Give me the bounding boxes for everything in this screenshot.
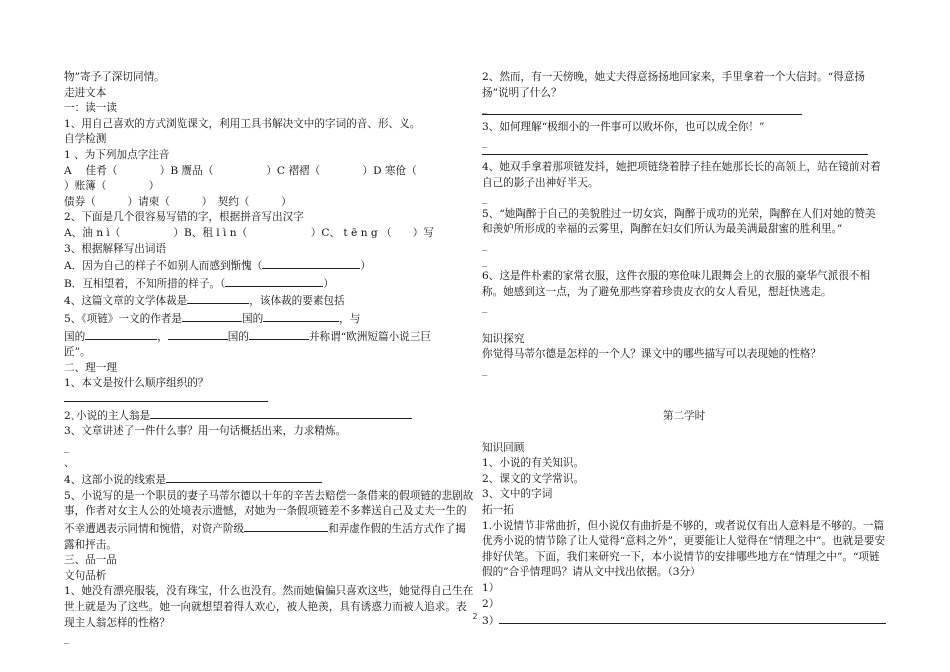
answer-mark: _: [482, 102, 488, 115]
text-line: 1、用自己喜欢的方式浏览课文，利用工具书解决文中的字词的音、形、义。: [64, 117, 421, 130]
question-text: 国的: [241, 312, 264, 325]
answer-line[interactable]: [482, 105, 802, 115]
spacer: [482, 425, 886, 441]
question-line: [64, 310, 474, 328]
section-heading: 二、理一理: [64, 361, 117, 374]
question-line: [64, 407, 474, 425]
question-line: ）账簿（ ）: [64, 180, 160, 193]
paragraph: 6、这是件朴素的家常衣服，这件衣服的寒伧味儿跟舞会上的衣服的豪华气派很不相称。她感到这一点，为了避免那些穿着珍贵皮衣的女人看见，想赶快逃走。: [482, 270, 871, 298]
list-item: 2、课文的文学常识。: [482, 472, 585, 485]
question-line: 3、文章讲述了一件什么事？用一句话概括出来，力求精炼。: [64, 425, 347, 438]
question-line: [64, 471, 474, 489]
question-line: 你觉得马蒂尔德是怎样的一个人？课文中的哪些描写可以表现她的性格？: [482, 348, 821, 361]
lesson-title: 第二学时: [662, 410, 706, 423]
question-text: ，该体裁的要素包括: [249, 295, 345, 308]
answer-blank[interactable]: [225, 275, 323, 287]
question-text: 4、这篇文章的文学体裁是: [64, 295, 188, 308]
answer-number: 3）: [482, 615, 500, 628]
question-line: [64, 275, 474, 293]
section-heading: 自学检测: [64, 133, 107, 146]
question-line: [64, 328, 474, 346]
answer-mark: 、: [64, 456, 75, 469]
answer-mark: _: [482, 238, 488, 251]
paragraph: 1、她没有漂亮服装，没有珠宝，什么也没有。然而她偏偏只喜欢这些，她觉得自己生在世上就是为了这些。她一向就想望着得人欢心，被人艳羡，具有诱惑力而被人追求。表现主人翁怎样的性格？: [64, 585, 474, 629]
question-text: 国的: [64, 330, 86, 343]
question-text: 4、这部小说的线索是: [64, 474, 167, 487]
answer-blank[interactable]: [150, 407, 412, 419]
question-text: B．互相望着，不知所措的样子。（: [64, 277, 226, 290]
answer-blank[interactable]: [187, 292, 249, 304]
answer-mark: _: [482, 192, 488, 205]
answer-line[interactable]: [482, 145, 868, 155]
answer-blank[interactable]: [262, 257, 360, 269]
answer-mark: _: [482, 301, 488, 314]
answer-mark: _: [64, 441, 70, 454]
question-text: ，与: [339, 312, 361, 325]
question-text: ）: [323, 277, 334, 290]
section-heading: 一：读一读: [64, 102, 117, 115]
answer-mark: _: [482, 136, 488, 149]
answer-blank[interactable]: [182, 310, 242, 322]
question-text: 2､小说的主人翁是: [64, 409, 151, 422]
question-line: 匠”。: [64, 346, 91, 359]
list-item: 3、文中的字词: [482, 488, 553, 501]
question-text: ，: [157, 330, 168, 343]
paragraph: 2、然而，有一天傍晚，她丈夫得意扬扬地回家来，手里拿着一个大信封。“得意扬扬”说明了什么？: [482, 71, 865, 99]
left-column: [64, 70, 474, 647]
question-line: A 佳肴（ ）B 赝品（ ）C 褶褶（ ）D 寒伧（: [64, 164, 449, 177]
text-line: 物”寄予了深切同情。: [64, 71, 165, 83]
answer-item: 1）: [482, 582, 500, 594]
section-heading: 文句品析: [64, 569, 107, 582]
page-number: 2: [472, 612, 478, 621]
answer-item: 2）: [482, 597, 500, 610]
section-heading: 知识回顾: [482, 441, 525, 454]
answer-blank[interactable]: [249, 328, 309, 340]
question-line: 3、如何理解“极细小的一件事可以败坏你，也可以成全你！”: [482, 120, 765, 133]
spacer: [482, 378, 886, 394]
question-text: 国的: [227, 330, 249, 343]
question-line: 1 、为下列加点字注音: [64, 148, 170, 161]
question-line: 债券（ ）请柬（ ） 契约（ ）: [64, 195, 292, 208]
paragraph: 4、她双手拿着那项链发抖，她把项链绕着脖子挂在她那长长的高领上，站在镜前对着自己的影子出神好半天。: [482, 160, 881, 189]
question-text: A．因为自己的样子不如别人而感到惭愧（: [64, 260, 263, 273]
question-text: 并称谓“欧洲短篇小说三巨: [308, 330, 431, 343]
answer-blank[interactable]: [168, 328, 228, 340]
spacer: [482, 394, 886, 410]
section-heading: 走进文本: [64, 86, 107, 99]
question-line: 1、本文是按什么顺序组织的？: [64, 377, 209, 390]
section-heading: 三、品一品: [64, 554, 117, 567]
answer-blank[interactable]: [244, 520, 328, 532]
paragraph: 5、“她陶醉于自己的美貌胜过一切女宾，陶醉于成功的光荣，陶醉在人们对她的赞美和羡妒所形成的幸福的云雾里，陶醉在妇女们所认为最美满最甜蜜的胜利里。”: [482, 207, 876, 236]
answer-blank[interactable]: [263, 310, 339, 322]
answer-line[interactable]: [64, 392, 268, 402]
section-heading: 知识探究: [482, 332, 525, 345]
question-line: A、油 n ì（ ）B、租 l ì n（ ）C、 t ē n g （ ）写: [64, 226, 434, 239]
question-line: 2、下面是几个很容易写错的字，根据拼音写出汉字: [64, 211, 304, 224]
section-heading: 拓一拓: [482, 504, 514, 517]
list-item: 1、小说的有关知识。: [482, 457, 585, 470]
paragraph: [64, 489, 474, 553]
answer-blank[interactable]: [166, 471, 322, 483]
question-text: 5、小说写的是一个职员的妻子马蒂尔德以十年的辛苦去赔偿一条借来的假项链的悲剧故事，作者对女主人公的处境表示遗憾，对她为一条假项链差不多葬送自己及丈夫一生的不幸遭遇表示同情和惋惜，对资产阶级: [64, 489, 474, 536]
right-column: [482, 70, 886, 630]
question-text: ）: [360, 260, 371, 273]
paragraph: 1.小说情节非常曲折，但小说仅有曲折是不够的，或者说仅有出人意料是不够的。一篇优秀小说的情节除了让人觉得“意料之外”，更要能让人觉得在“情理之中”。也就是要安排好伏笔。下面，我们来研究一下，本小说情节的安排哪些地方在“情理之中”。“项链假的”合乎情理吗？请从文中找出依据。（3分）: [482, 519, 886, 579]
question-line: [64, 257, 474, 275]
question-text: 5、《项链》一文的作者是: [64, 312, 182, 325]
answer-mark: _: [482, 254, 488, 267]
answer-blank[interactable]: [85, 328, 157, 340]
answer-mark: _: [64, 632, 70, 645]
question-line: 3、根据解释写出词语: [64, 242, 167, 255]
spacer: [482, 316, 886, 332]
answer-mark: _: [482, 363, 488, 376]
question-line: [64, 292, 474, 310]
question-text: 和弄虚作假的生活方式作了揭露和抨击。: [64, 523, 466, 551]
